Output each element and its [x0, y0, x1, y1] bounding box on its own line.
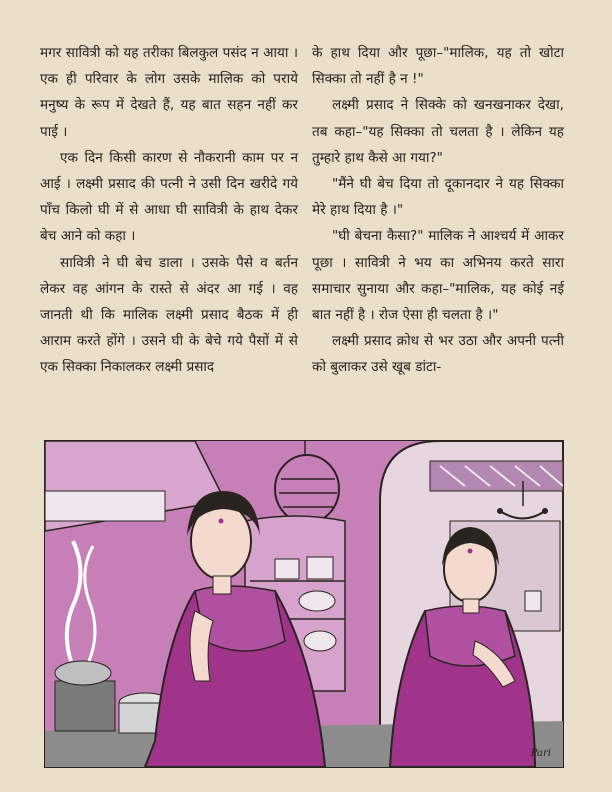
hanging-lamp	[275, 455, 339, 523]
story-illustration	[44, 440, 564, 768]
stove	[55, 681, 115, 731]
story-paragraph: सावित्री ने घी बेच डाला । उसके पैसे व बर्तन लेकर वह आंगन के रास्ते से अंदर आ गई । वह जानती थी कि मालिक लक्ष्मी प्रसाद बैठक में ही आराम करते होंगे । उसने घी के बेचे गये पैसों में से एक सिक्का निकालकर लक्ष्मी प्रसाद	[40, 254, 298, 376]
wooden-beam	[45, 491, 165, 521]
story-paragraph: मगर सावित्री को यह तरीका बिलकुल पसंद न आया । एक ही परिवार के लोग उसके मालिक को पराये मनुष्य के रूप में देखते हैं, यह बात सहन नहीं कर पाई ।	[40, 45, 298, 140]
artist-signature: Pari	[530, 748, 551, 759]
story-paragraph: "मैंने घी बेच दिया तो दूकानदार ने यह सिक्का मेरे हाथ दिया है ।"	[312, 176, 564, 219]
story-column-left	[40, 40, 298, 381]
cooking-pot	[55, 661, 111, 685]
story-paragraph: लक्ष्मी प्रसाद क्रोध से भर उठा और अपनी पत्नी को बुलाकर उसे खूब डांटा-	[312, 333, 564, 376]
story-paragraph: के हाथ दिया और पूछा–"मालिक, यह तो खोटा सिक्का तो नहीं है न !"	[312, 45, 564, 88]
story-paragraph: लक्ष्मी प्रसाद ने सिक्के को खनखनाकर देखा, तब कहा–"यह सिक्का तो चलता है । लेकिन यह तुम्हारे हाथ कैसे आ गया?"	[312, 97, 564, 166]
story-paragraph: एक दिन किसी कारण से नौकरानी काम पर न आई । लक्ष्मी प्रसाद की पत्नी ने उसी दिन खरीदे गये पाँच किलो घी में से आधा घी सावित्री के हाथ देकर बेच आने को कहा ।	[40, 149, 298, 245]
story-paragraph: "घी बेचना कैसा?" मालिक ने आश्चर्य में आकर पूछा । सावित्री ने भय का अभिनय करते सारा समाचार सुनाया और कहा–"मालिक, यह कोई नई बात नहीं है । रोज ऐसा ही चलता है ।"	[312, 228, 564, 324]
story-column-right	[312, 40, 564, 381]
illustration-drawing	[45, 441, 563, 767]
